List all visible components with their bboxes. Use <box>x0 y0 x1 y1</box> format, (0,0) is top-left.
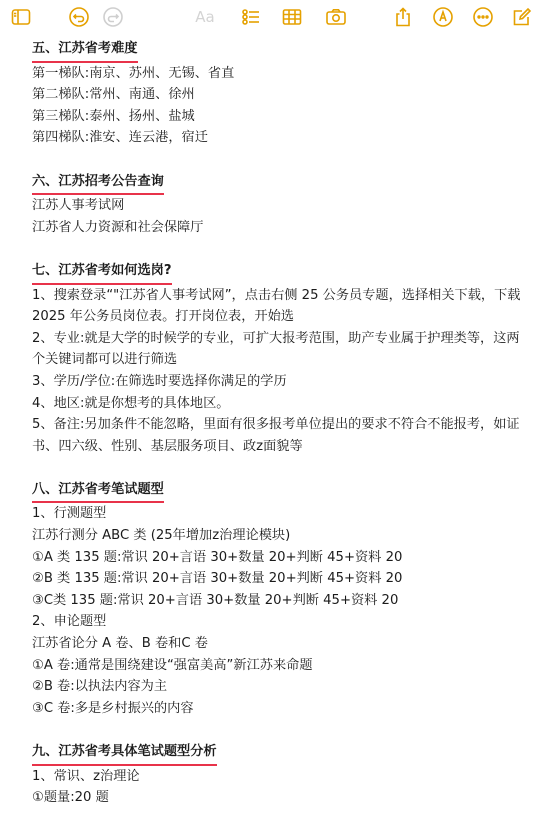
section-heading: 七、江苏省考如何选岗? <box>32 260 172 285</box>
section-announcement <box>32 171 532 239</box>
text-line: 第三梯队:泰州、扬州、盐城 <box>32 108 195 124</box>
text-line: 5、备注:另加条件不能忽略，里面有很多报考单位提出的要求不符合不能报考，如证书、四六级、性别、基层服务项目、政z面貌等 <box>32 417 520 454</box>
section-heading: 八、江苏省考笔试题型 <box>32 479 164 504</box>
text-line: ①题量:20 题 <box>32 790 109 806</box>
more-icon[interactable] <box>472 6 494 28</box>
text-line: 1、行测题型 <box>32 506 107 522</box>
text-line: 江苏省人力资源和社会保障厅 <box>32 219 204 235</box>
section-difficulty <box>32 38 532 149</box>
section-exam-types <box>32 479 532 720</box>
text-line: ②B 卷:以执法内容为主 <box>32 679 168 695</box>
text-line: ③C类 135 题:常识 20+言语 30+数量 20+判断 45+资料 20 <box>32 592 399 608</box>
text-line: 第二梯队:常州、南通、徐州 <box>32 87 195 103</box>
text-line: 第四梯队:淮安、连云港，宿迁 <box>32 130 208 146</box>
text-line: 1、常识、z治理论 <box>32 768 140 784</box>
section-heading: 九、江苏省考具体笔试题型分析 <box>32 741 217 766</box>
undo-icon[interactable] <box>68 6 90 28</box>
text-line: 江苏行测分 ABC 类 (25年增加z治理论模块) <box>32 528 291 544</box>
share-icon[interactable] <box>392 6 414 28</box>
camera-icon[interactable] <box>325 6 347 28</box>
markup-icon[interactable] <box>432 6 454 28</box>
section-heading: 五、江苏省考难度 <box>32 38 138 63</box>
compose-icon[interactable] <box>511 6 533 28</box>
section-heading: 六、江苏招考公告查询 <box>32 171 164 196</box>
text-line: ①A 类 135 题:常识 20+言语 30+数量 20+判断 45+资料 20 <box>32 549 403 565</box>
table-icon[interactable] <box>281 6 303 28</box>
checklist-icon[interactable] <box>240 6 262 28</box>
text-line: 2、专业:就是大学的时候学的专业，可扩大报考范围，助产专业属于护理类等，这两个关键词都可以进行筛选 <box>32 330 520 368</box>
text-line: 第一梯队:南京、苏州、无锡、省直 <box>32 65 235 81</box>
text-line: ③C 卷:多是乡村振兴的内容 <box>32 700 194 716</box>
redo-icon[interactable] <box>102 6 124 28</box>
sidebar-icon[interactable] <box>10 6 32 28</box>
note-body[interactable] <box>32 38 532 830</box>
text-line: 江苏人事考试网 <box>32 198 125 214</box>
text-line: 4、地区:就是你想考的具体地区。 <box>32 395 230 411</box>
text-line: 2、申论题型 <box>32 614 107 630</box>
section-choose-position <box>32 260 532 457</box>
toolbar <box>0 0 540 34</box>
section-exam-analysis <box>32 741 532 809</box>
format-text-icon[interactable]: Aa <box>195 8 215 26</box>
text-line: 3、学历/学位:在筛选时要选择你满足的学历 <box>32 373 287 389</box>
text-line: 1、搜索登录“"江苏省人事考试网”，点击右侧 25 公务员专题，选择相关下载，下载 2025 年公务员岗位表。打开岗位表，开始选 <box>32 287 521 325</box>
text-line: ①A 卷:通常是围绕建设“强富美高”新江苏来命题 <box>32 657 313 673</box>
text-line: ②B 类 135 题:常识 20+言语 30+数量 20+判断 45+资料 20 <box>32 571 403 587</box>
text-line: 江苏省论分 A 卷、B 卷和C 卷 <box>32 636 208 652</box>
